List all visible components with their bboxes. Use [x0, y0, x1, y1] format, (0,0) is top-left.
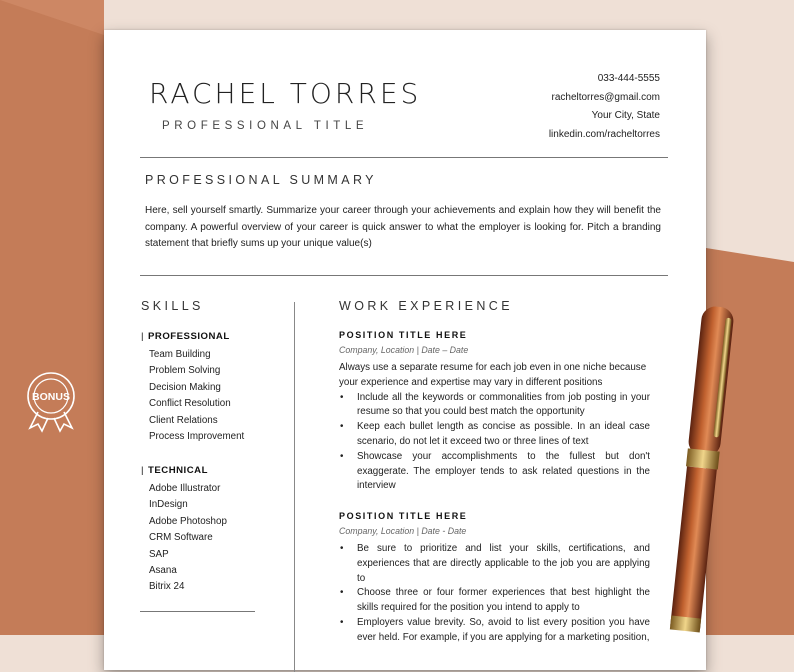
job-intro: Always use a separate resume for each job even in one niche because your experience and expertise may vary in different positions: [339, 362, 647, 388]
resume-page: [104, 30, 706, 670]
contact-location: Your City, State: [591, 110, 660, 122]
skill-item: Problem Solving: [149, 365, 221, 377]
resume-name: RACHEL TORRES: [149, 77, 422, 110]
column-divider: [294, 302, 295, 672]
skill-item: InDesign: [149, 499, 188, 511]
skill-item: Adobe Photoshop: [149, 515, 227, 527]
bonus-label: BONUS: [32, 391, 70, 403]
job-title: POSITION TITLE HERE: [339, 330, 468, 340]
job-bullets: [339, 391, 650, 495]
header-divider: [140, 157, 668, 158]
skill-item: Asana: [149, 565, 177, 577]
job-meta: Company, Location | Date – Date: [339, 345, 469, 355]
skills-technical-label: TECHNICAL: [148, 465, 208, 476]
skills-technical-heading: [141, 465, 208, 476]
skills-divider: [140, 611, 255, 612]
contact-phone: 033-444-5555: [597, 73, 660, 84]
skill-item: Conflict Resolution: [149, 398, 231, 410]
skill-item: Process Improvement: [149, 431, 245, 443]
job-bullet: • Be sure to prioritize and list your skills, certifications, and experiences that are directly applicable to the job you are applying to: [339, 542, 650, 586]
job-description: [339, 542, 650, 646]
job-bullet: • Keep each bullet length as concise as possible. In an ideal case scenario, do not let it exceed two or three lines of text: [339, 420, 650, 450]
summary-divider: [140, 275, 668, 276]
job-bullet: • Employers value brevity. So, avoid to list every position you have ever held. For example, if you are applying for a marketing position,: [339, 616, 650, 646]
subhead-bar: |: [141, 465, 144, 476]
summary-heading: PROFESSIONAL SUMMARY: [145, 173, 377, 187]
skill-item: CRM Software: [149, 532, 213, 544]
job-title: POSITION TITLE HERE: [339, 511, 468, 521]
job-bullet: • Choose three or four former experiences that best highlight the skills required for the position you intend to apply to: [339, 586, 650, 616]
contact-block: [549, 70, 660, 144]
experience-heading: WORK EXPERIENCE: [339, 299, 513, 313]
contact-email: racheltorres@gmail.com: [551, 91, 660, 103]
subhead-bar: |: [141, 331, 144, 342]
skills-professional-label: PROFESSIONAL: [148, 331, 230, 342]
pen-icon: [648, 300, 758, 635]
technical-skills-list: [149, 481, 227, 596]
skill-item: Bitrix 24: [149, 581, 185, 593]
bonus-badge: [18, 368, 84, 434]
skill-item: Decision Making: [149, 381, 221, 393]
ribbon-icon: [18, 368, 84, 434]
skill-item: Adobe Illustrator: [149, 483, 221, 494]
job-meta: Company, Location | Date - Date: [339, 526, 467, 536]
professional-skills-list: [149, 347, 244, 445]
skill-item: Client Relations: [149, 414, 218, 426]
job-bullet: • Showcase your accomplishments to the fullest but don't exaggerate. The employer tends to ask related questions in the interview: [339, 450, 650, 494]
contact-linkedin: linkedin.com/racheltorres: [548, 128, 660, 140]
skills-heading: SKILLS: [141, 299, 204, 313]
summary-text: Here, sell yourself smartly. Summarize your career through your achievements and explain how they will benefit the company. A powerful overview of your career is quick answer to what the employer is looking for. Pitch a branding statement that briefly sums up your unique value(s): [145, 205, 661, 249]
skill-item: Team Building: [149, 349, 211, 360]
skills-professional-heading: [141, 331, 230, 342]
job-bullets: [339, 542, 650, 646]
job-bullet: • Include all the keywords or commonalities from job posting in your resume so that you could best match the opportunity: [339, 391, 650, 421]
professional-title: PROFESSIONAL TITLE: [162, 120, 369, 132]
skill-item: SAP: [149, 548, 169, 560]
job-description: [339, 361, 650, 494]
